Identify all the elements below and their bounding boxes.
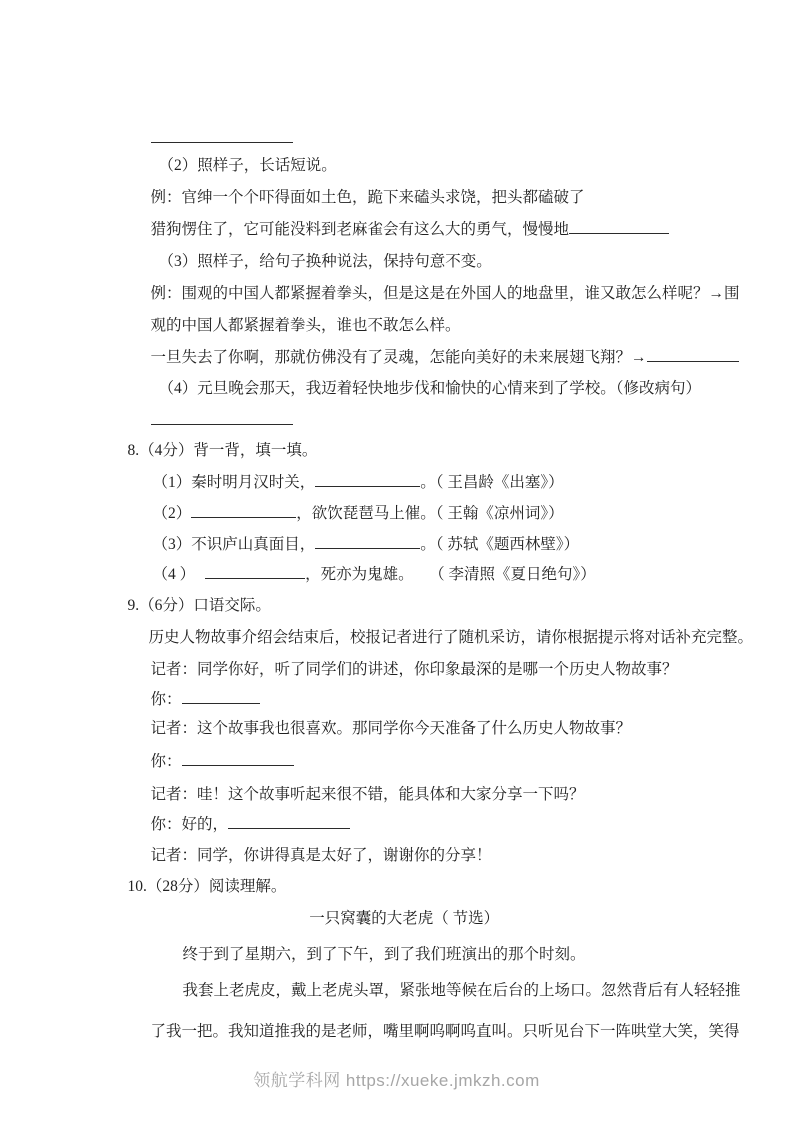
q8-heading [112,418,318,459]
q9-dialogue-7-text: 记者：同学，你讲得真是太好了，谢谢你的分享！ [150,847,492,864]
q8-item-2 [137,481,564,522]
q10-paragraph-2 [167,958,741,999]
q7-item3-example-line1-text: 例：围观的中国人都紧握着拳头，但是这是在外国人的地盘里，谁又敢怎么样呢？→围 [150,285,740,302]
q10-passage-title [0,886,793,927]
q9-dialogue-2-text: 你： [150,691,182,708]
q9-dialogue-3-text: 记者：这个故事我也很喜欢。那同学你今天准备了什么历史人物故事？ [150,720,632,737]
q7-item2-heading [143,133,337,174]
q7-item3-example-line1 [135,261,740,302]
q9-dialogue-4 [135,729,294,770]
q7-item2-heading-text: （2）照样子，长话短说。 [158,157,337,174]
q9-heading [112,573,271,614]
q10-heading-text: 10.（28分）阅读理解。 [127,878,287,895]
q7-item2-exercise-text: 猎狗愣住了，它可能没料到老麻雀会有这么大的勇气，慢慢地 [150,221,570,238]
q9-heading-text: 9.（6分）口语交际。 [127,597,271,614]
q7-item2-exercise [135,197,669,238]
q9-dialogue-5 [135,762,585,803]
q7-item4-heading [143,356,702,397]
q10-paragraph-1 [167,922,586,963]
q9-dialogue-1-text: 记者：同学你好，听了同学们的讲述，你印象最深的是哪一个历史人物故事？ [150,661,678,678]
q7-item3-heading-text: （3）照样子，给句子换种说法，保持句意不变。 [158,253,492,270]
q10-paragraph-3-text: 了我一把。我知道推我的是老师，嘴里啊呜啊呜直叫。只听见台下一阵哄堂大笑，笑得 [150,1023,740,1040]
answer-blank-line [135,106,293,128]
q9-dialogue-4-text: 你： [150,753,182,770]
q8-item-1-post: 。（ 王昌龄《出塞》） [420,474,564,491]
q9-dialogue-7 [135,823,492,864]
q10-passage-title-text: 一只窝囊的大老虎（ 节选） [309,910,500,927]
q9-dialogue-3 [135,696,632,737]
q9-intro [133,605,754,646]
q10-paragraph-2-text: 我套上老虎皮，戴上老虎头罩，紧张地等候在后台的上场口。忽然背后有人轻轻推 [182,982,741,999]
answer-blank [569,219,669,234]
q8-item-4-post: ，死亦为鬼雄。 （ 李清照《夏日绝句》） [305,566,596,583]
q7-item3-heading [143,229,492,270]
q9-intro-text: 历史人物故事介绍会结束后，校报记者进行了随机采访，请你根据提示将对话补充完整。 [148,629,754,646]
q8-item-4 [137,542,596,583]
q8-item-1-pre: （1）秦时明月汉时关， [152,474,316,491]
q9-dialogue-6-text: 你：好的， [150,816,229,833]
footer-watermark-text: 领航学科网 https://xueke.jmkzh.com [253,1071,540,1090]
q7-item3-example-line2-text: 观的中国人都紧握着拳头，谁也不敢怎么样。 [150,317,461,334]
q10-paragraph-3 [135,999,740,1040]
q8-item-4-pre: （4 ） [152,566,196,583]
answer-blank-line [135,388,293,410]
q8-item-3-pre: （3）不识庐山真面目， [152,536,316,553]
q7-item3-example-line2 [135,293,461,334]
q7-item2-example-text: 例：官绅一个个吓得面如土色，跪下来磕头求饶，把头都磕破了 [150,189,585,206]
q8-item-2-pre: （2） [152,505,192,522]
q8-item-1 [137,450,564,491]
q8-item-3-post: 。（ 苏轼《题西林壁》） [420,536,580,553]
q7-item3-exercise [135,325,739,366]
q8-item-2-post: ，欲饮琵琶马上催。（ 王翰《凉州词》） [296,505,564,522]
footer-watermark [0,1066,793,1091]
q7-item3-exercise-text: 一旦失去了你啊，那就仿佛没有了灵魂，怎能向美好的未来展翅飞翔？→ [150,349,647,366]
q9-dialogue-2 [135,667,260,708]
q9-dialogue-1 [135,637,678,678]
q7-item4-heading-text: （4）元旦晚会那天，我迈着轻快地步伐和愉快的心情来到了学校。（修改病句） [158,380,702,397]
q9-dialogue-6 [135,792,350,833]
q10-heading [112,854,287,895]
q10-paragraph-1-text: 终于到了星期六，到了下午，到了我们班演出的那个时刻。 [182,946,586,963]
q7-item2-example [135,165,585,206]
q9-dialogue-5-text: 记者：哇！这个故事听起来很不错，能具体和大家分享一下吗？ [150,786,585,803]
q8-heading-text: 8.（4分）背一背，填一填。 [127,442,318,459]
q8-item-3 [137,512,580,553]
